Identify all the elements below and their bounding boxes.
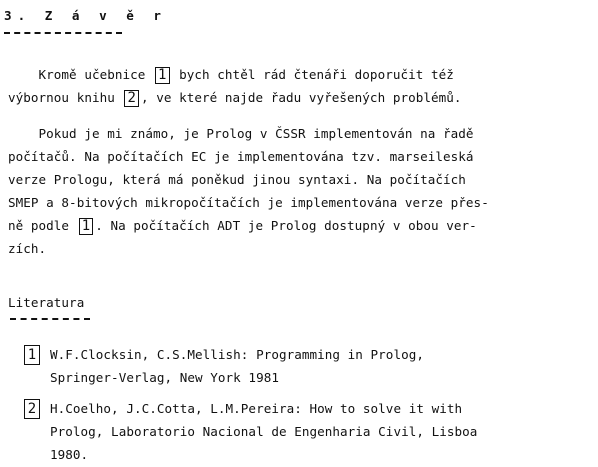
bibliography-entry-2-line-2: Prolog, Laboratorio Nacional de Engenharia Civil, Lisboa [50,424,478,439]
bibliography-entry-1-line-2: Springer-Verlag, New York 1981 [50,370,279,385]
bibliography-entry-2-line-1: H.Coelho, J.C.Cotta, L.M.Pereira: How to solve it with [50,401,463,416]
bibliography-entry-2-line-3: 1980. [50,447,89,462]
paragraph-2-line-6: zích. [8,241,47,256]
bibliography-entry-1-line-1: W.F.Clocksin, C.S.Mellish: Programming in Prolog, [50,347,424,362]
paragraph-1-text-b: bych chtěl rád čtenáři doporučit též [171,67,454,82]
paragraph-2-line-2: počítačů. Na počítačích EC je implementována tzv. marseileská [8,149,474,164]
paragraph-2-line-5b: . Na počítačích ADT je Prolog dostupný v obou ver- [95,218,477,233]
citation-ref-1: 1 [155,67,169,84]
citation-ref-2: 2 [124,90,138,107]
section-heading-underline [4,32,122,34]
paragraph-1-text-d: , ve které najde řadu vyřešených problémů. [140,90,462,105]
paragraph-2 [8,122,489,260]
bibliography-number-2: 2 [24,399,40,419]
paragraph-2-line-3: verze Prologu, která má poněkud jinou syntaxi. Na počítačích [8,172,466,187]
paragraph-2-line-1: Pokud je mi známo, je Prolog v ČSSR implementován na řadě [8,126,474,141]
section-heading: 3. Z á v ě r [4,8,167,23]
citation-ref-1-second: 1 [79,218,93,235]
paragraph-2-line-5a: ně podle [8,218,77,233]
paragraph-2-line-4: SMEP a 8-bitových mikropočítačích je implementována verze přes- [8,195,489,210]
literature-heading: Literatura [8,295,85,310]
paragraph-1 [8,63,462,109]
literature-heading-underline [10,318,90,320]
paragraph-1-text-a: Kromě učebnice [8,67,154,82]
bibliography-number-1: 1 [24,345,40,365]
paragraph-1-text-c: výbornou knihu [8,90,123,105]
